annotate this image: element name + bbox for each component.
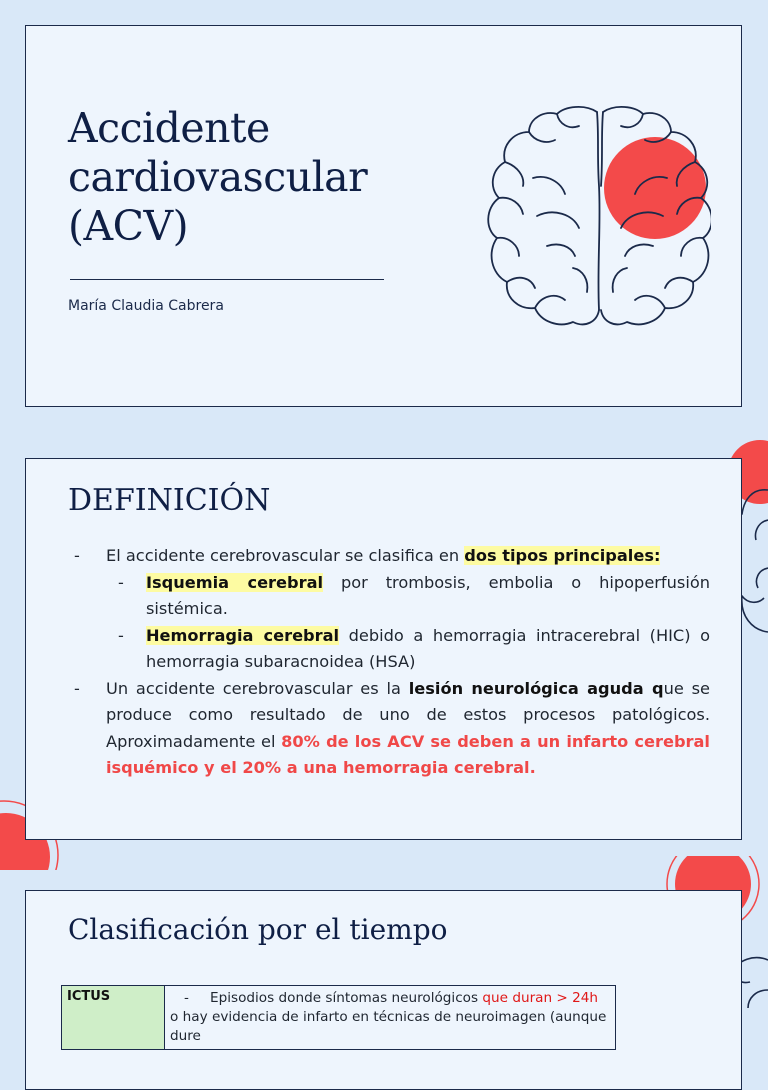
title-line-2: cardiovascular [68,153,368,201]
classification-title: Clasificación por el tiempo [68,913,448,946]
red-duration: que duran > 24h [482,990,599,1006]
subbullet-isquemia [70,570,710,623]
bullet-dash: - [118,572,124,592]
table-cell-label: ICTUS [62,986,165,1050]
bullet-dash: - [118,625,124,645]
table-cell-description [165,986,616,1050]
title-line-1: Accidente [68,104,270,152]
presentation-title [68,104,367,251]
bullet-dash: - [74,678,80,698]
bullet-text: ue se produce como resultado de uno de estos procesos patológicos. Aproximadamente el [106,678,710,751]
subbullet-text: debido a hemorragia intracerebral (HIC) o hemorragia subaracnoidea (HSA) [146,625,710,671]
table-row [62,986,616,1050]
definition-body [70,543,710,782]
author-name: María Claudia Cabrera [68,298,224,314]
title-line-3: (ACV) [68,202,189,250]
highlight-hemorragia: Hemorragia cerebral [146,625,340,645]
cell-text: Episodios donde síntomas neurológicos [210,990,483,1006]
bullet-types [70,543,710,570]
bullet-lesion [70,676,710,782]
subbullet-hemorragia [70,623,710,676]
cell-text: o hay evidencia de infarto en técnicas de neuroimagen (aunque dure [170,1009,607,1044]
bullet-dash: - [184,990,189,1006]
bullet-text: Un accidente cerebrovascular es la [106,678,409,698]
highlight-types: dos tipos principales: [464,546,661,565]
bullet-text: El accidente cerebrovascular se clasifica en [106,546,465,565]
bullet-dash: - [74,546,80,565]
definition-title: DEFINICIÓN [68,483,271,518]
classification-slide [25,890,742,1090]
red-statistic: 80% de los ACV se deben a un infarto cerebral isquémico y el 20% a una hemorragia cerebral. [106,731,710,777]
bold-lesion: lesión neurológica aguda q [408,678,664,698]
title-slide [25,25,742,407]
highlight-isquemia: Isquemia cerebral [146,572,324,592]
definition-slide [25,458,742,840]
title-divider [70,279,384,280]
subbullet-text: por trombosis, embolia o hipoperfusión sistémica. [146,572,710,618]
classification-table [61,985,616,1050]
brain-icon [461,96,711,336]
